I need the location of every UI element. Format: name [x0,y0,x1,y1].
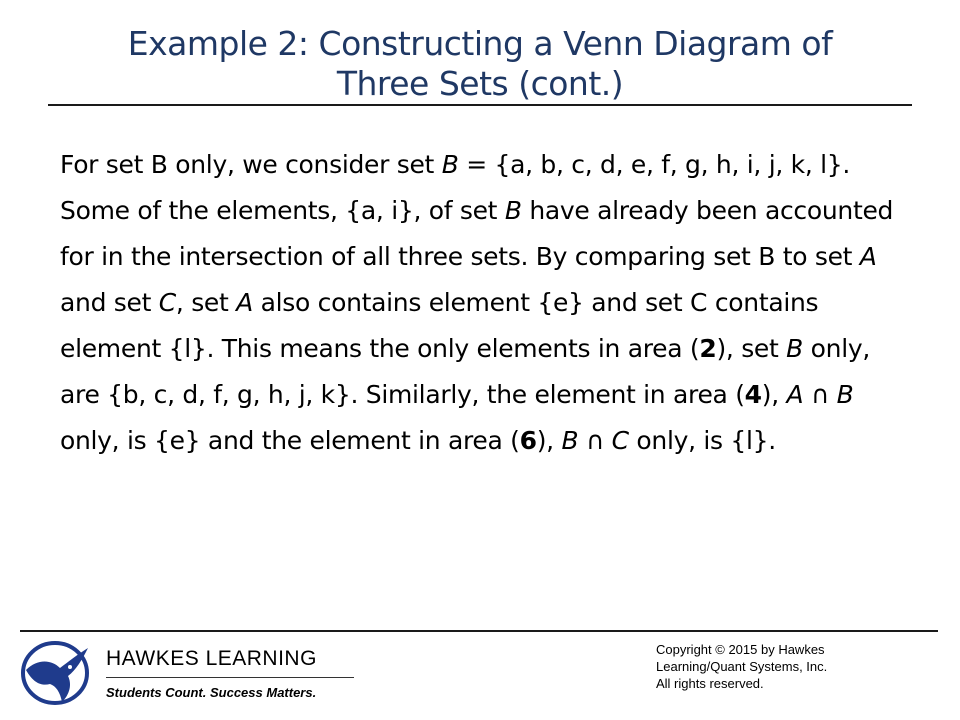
body-segment: = {a, b, c, d, e, f, g, h, i, j, k, l}. Some of the elements, {a, i}, of set [60,150,851,225]
body-paragraph [60,142,896,464]
slide-title [60,24,900,104]
slide-title-line2: Three Sets (cont.) [336,64,624,103]
title-divider [48,104,912,106]
body-segment: 6 [519,426,537,455]
body-segment: also contains element {e} and set C contains element {l}. This means the only elements in area ( [60,288,819,363]
body-segment: ), [536,426,562,455]
body-segment: have already been accounted for in the intersection of all three sets. By comparing set B to set [60,196,894,271]
body-segment: A ∩ B [786,380,854,409]
body-segment: only, is {e} and the element in area ( [60,426,520,455]
body-segment: and set [60,288,159,317]
body-segment: A [859,242,877,271]
body-segment: ), set [716,334,787,363]
body-segment: 2 [699,334,717,363]
brand-tagline: Students Count. Success Matters. [106,685,317,700]
body-segment: 4 [744,380,762,409]
body-segment: B [504,196,522,225]
copyright-notice [656,641,916,692]
slide-title-line1: Example 2: Constructing a Venn Diagram of [127,24,833,63]
body-segment: only, are {b, c, d, f, g, h, j, k}. Similarly, the element in area ( [60,334,870,409]
body-segment: , set [175,288,237,317]
brand-name: HAWKES LEARNING [106,647,317,670]
copyright-line: All rights reserved. [656,676,764,691]
body-segment: A [236,288,253,317]
copyright-line: Copyright © 2015 by Hawkes [656,642,825,657]
body-segment: B [786,334,804,363]
brand-divider [106,677,354,678]
body-segment: B ∩ C [561,426,629,455]
hawk-logo-icon [20,640,90,706]
body-segment: only, is {l}. [628,426,776,455]
body-segment: C [158,288,176,317]
body-segment: B [441,150,459,179]
copyright-line: Learning/Quant Systems, Inc. [656,659,828,674]
footer-divider [20,630,938,632]
body-segment: For set B only, we consider set [60,150,442,179]
body-segment: ), [761,380,787,409]
